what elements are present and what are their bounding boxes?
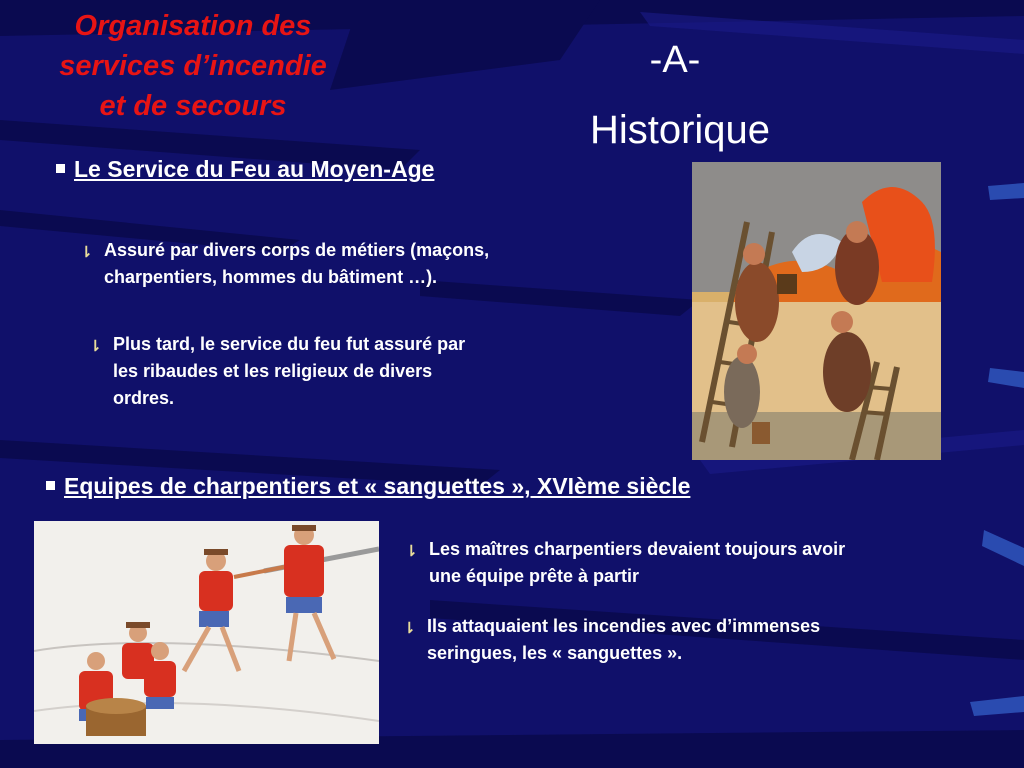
section1-heading-text: Le Service du Feu au Moyen-Age (74, 156, 435, 182)
bullet-line: seringues, les « sanguettes ». (427, 643, 683, 663)
arrow-bullet-icon: ⇂ (403, 620, 416, 637)
bullet-line: Assuré par divers corps de métiers (maçons, (104, 240, 490, 260)
section2-bullet-2 (403, 613, 821, 667)
bullet-line: ordres. (113, 388, 175, 408)
medieval-firefighters-image (692, 162, 941, 460)
title-line-2: services d’incendie (59, 50, 327, 82)
organisation-title (18, 6, 368, 126)
section-title: Historique (589, 108, 771, 152)
title-line-3: et de secours (99, 90, 287, 122)
bullet-line: les ribaudes et les religieux de divers (113, 361, 433, 381)
white-square-icon (46, 481, 55, 490)
arrow-bullet-icon: ⇂ (89, 338, 102, 355)
section1-heading (56, 155, 434, 183)
bullet-line: une équipe prête à partir (429, 566, 640, 586)
arrow-bullet-icon: ⇂ (405, 543, 418, 560)
section1-bullet-1 (80, 237, 490, 291)
section2-heading-text: Equipes de charpentiers et « sanguettes », XVIème siècle (64, 473, 691, 499)
section1-bullet-2 (89, 331, 466, 412)
bullet-line: Ils attaquaient les incendies avec d’immenses (427, 616, 821, 636)
carpenters-syringe-image (34, 521, 379, 744)
arrow-bullet-icon: ⇂ (80, 244, 93, 261)
bullet-line: Plus tard, le service du feu fut assuré par (113, 334, 466, 354)
bullet-line: Les maîtres charpentiers devaient toujours avoir (429, 539, 846, 559)
section2-bullet-1 (405, 536, 846, 590)
section-letter: -A- (649, 39, 701, 81)
white-square-icon (56, 164, 65, 173)
section2-heading (46, 472, 690, 500)
title-line-1: Organisation des (74, 10, 312, 42)
bullet-line: charpentiers, hommes du bâtiment …). (104, 267, 438, 287)
